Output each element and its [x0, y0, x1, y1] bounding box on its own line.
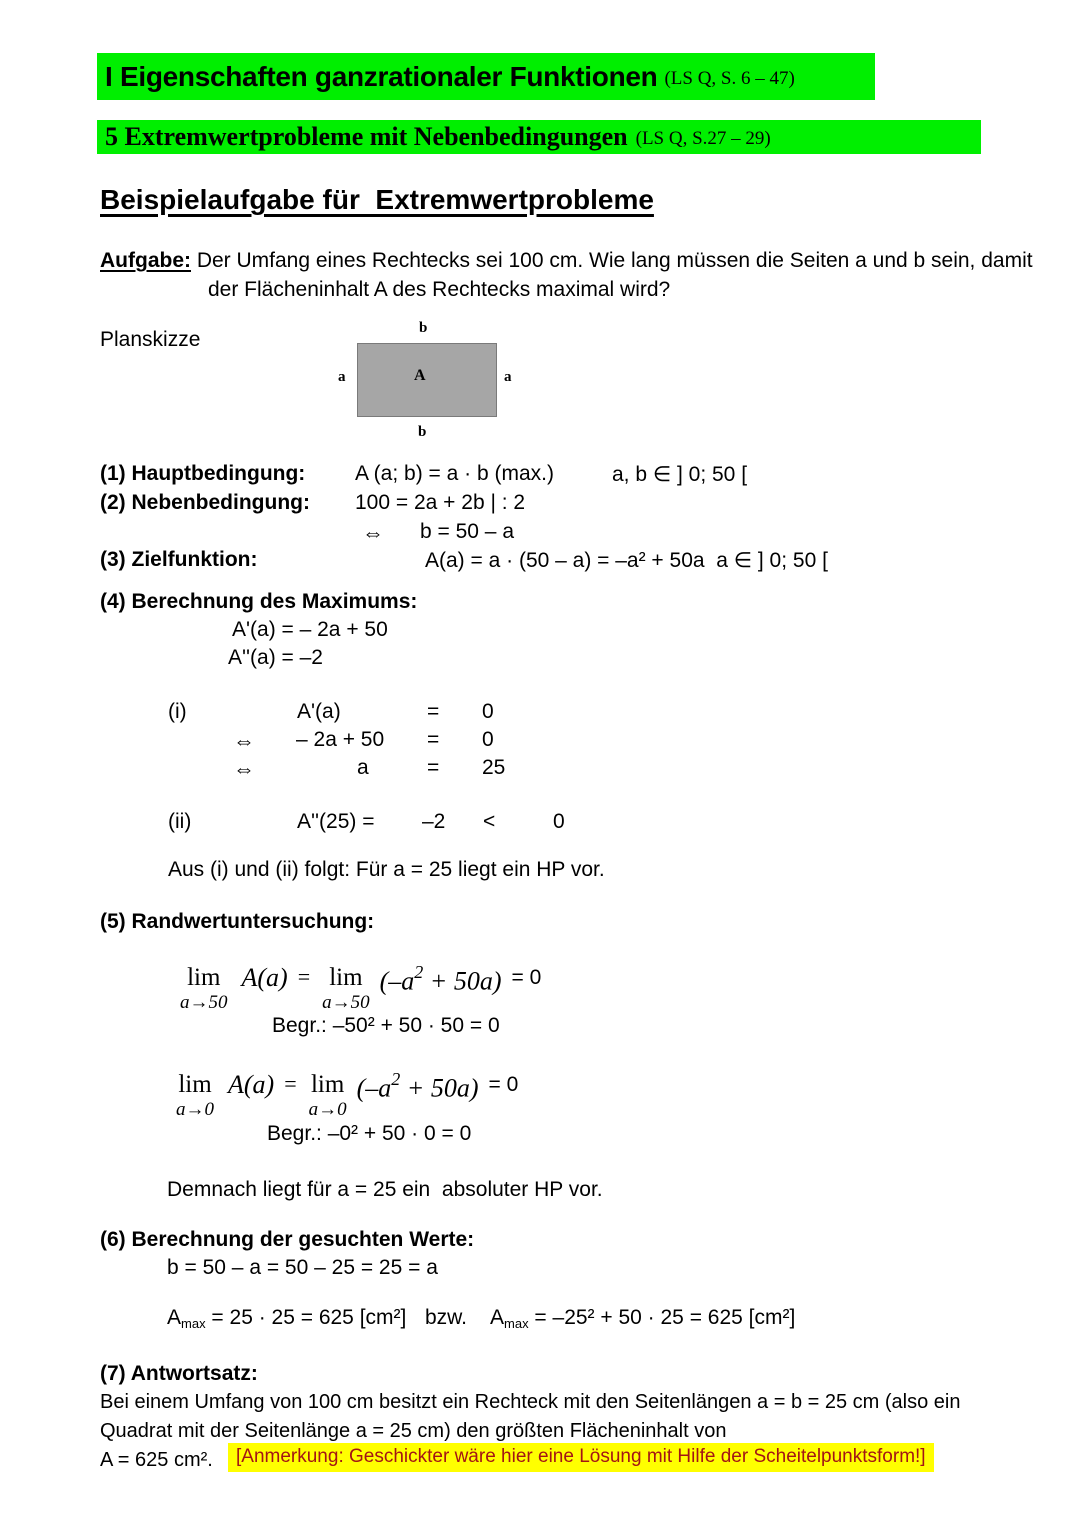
equivalence-arrow-icon: ⇔ — [233, 756, 255, 781]
section4-label: (4) Berechnung des Maximums: — [100, 590, 418, 613]
case-ii-label: (ii) — [168, 810, 192, 833]
sketch-side-a-left: a — [338, 369, 346, 385]
side-b-result: b = 50 – a = 50 – 25 = 25 = a — [167, 1256, 438, 1279]
example-heading: Beispielaufgabe für Extremwertprobleme — [100, 184, 654, 215]
chapter-title-highlight — [97, 120, 981, 154]
limit-operator: lim a→50 — [322, 964, 370, 1013]
second-derivative: A''(a) = –2 — [228, 646, 323, 669]
equivalence-arrow-icon: ⇔ — [233, 728, 255, 753]
course-title-highlight — [97, 53, 875, 100]
case-ii-lhs: A''(25) = — [297, 810, 375, 833]
eq-row-rhs: 25 — [482, 756, 506, 779]
main-condition-formula: A (a; b) = a · b (max.) — [355, 462, 554, 485]
eq-row-lhs: A'(a) — [297, 700, 341, 723]
section5-conclusion: Demnach liegt für a = 25 ein absoluter HP vor. — [167, 1178, 603, 1201]
case-i-label: (i) — [168, 700, 187, 723]
side-condition-label: (2) Nebenbedingung: — [100, 491, 310, 514]
eq-row-rel: = — [427, 756, 440, 779]
sketch-area-A: A — [414, 367, 426, 384]
max-subscript: max — [181, 1316, 206, 1331]
section5-label: (5) Randwertuntersuchung: — [100, 910, 375, 933]
max-subscript: max — [504, 1316, 529, 1331]
sketch-side-b-top: b — [419, 320, 428, 336]
limit-function: A(a) — [228, 1070, 275, 1099]
case-ii-relation: < — [483, 810, 496, 833]
limit-term: $(-a^2 + 50a)$ — [356, 1069, 479, 1103]
target-function-formula: A(a) = a · (50 – a) = –a² + 50a a ∈ ] 0; 50 [ — [425, 549, 828, 572]
section4-conclusion: Aus (i) und (ii) folgt: Für a = 25 liegt ein HP vor. — [168, 858, 605, 881]
equivalence-arrow-icon: ⇔ — [362, 520, 384, 545]
limit-operator: lim a→0 — [176, 1071, 214, 1120]
eq-row-lhs: a — [357, 756, 369, 779]
answer-line-3: A = 625 cm². — [100, 1449, 213, 1471]
target-function-label: (3) Zielfunktion: — [100, 548, 258, 571]
task-label: Aufgabe: — [100, 249, 191, 272]
limit-expression-a0 — [176, 1069, 519, 1120]
limit-result: = 0 — [488, 1073, 519, 1096]
main-condition-label: (1) Hauptbedingung: — [100, 462, 306, 485]
limit-expression-a50 — [180, 962, 542, 1013]
case-ii-value: –2 — [422, 810, 446, 833]
eq-row-rhs: 0 — [482, 728, 494, 751]
chapter-title: 5 Extremwertprobleme mit Nebenbedingungen — [105, 122, 628, 151]
equals-sign: = — [284, 1071, 297, 1096]
sketch-side-b-bottom: b — [418, 424, 427, 440]
limit-result: = 0 — [511, 966, 542, 989]
task-line-1 — [100, 249, 1033, 273]
bzw-text: bzw. — [425, 1306, 468, 1329]
limit-reason-1: Begr.: –50² + 50 · 50 = 0 — [272, 1014, 500, 1037]
task-line-2: der Flächeninhalt A des Rechtecks maximal wird? — [208, 278, 671, 301]
limit-operator: lim a→0 — [308, 1071, 347, 1120]
equals-sign: = — [297, 964, 311, 989]
area-max-1: Amax = 25 · 25 = 625 [cm²] — [167, 1306, 407, 1331]
section7-label: (7) Antwortsatz: — [100, 1362, 258, 1385]
limit-operator: lim a→50 — [180, 964, 228, 1013]
section6-label: (6) Berechnung der gesuchten Werte: — [100, 1228, 475, 1251]
chapter-title-reference: (LS Q, S.27 – 29) — [635, 128, 771, 149]
course-title: I Eigenschaften ganzrationaler Funktionen — [105, 60, 658, 92]
limit-function: A(a) — [241, 963, 288, 992]
case-ii-rhs: 0 — [553, 810, 565, 833]
area-max-2: Amax = –25² + 50 · 25 = 625 [cm²] — [490, 1306, 796, 1331]
annotation-highlight: [Anmerkung: Geschickter wäre hier eine Lösung mit Hilfe der Scheitelpunktsform!] — [228, 1443, 934, 1472]
sketch-label: Planskizze — [100, 328, 201, 351]
answer-line-2: Quadrat mit der Seitenlänge a = 25 cm) den größten Flächeninhalt von — [100, 1420, 727, 1442]
limit-reason-2: Begr.: –0² + 50 · 0 = 0 — [267, 1122, 472, 1145]
sketch-side-a-right: a — [504, 369, 512, 385]
side-condition-formula: 100 = 2a + 2b | : 2 — [355, 491, 526, 514]
side-condition-result: b = 50 – a — [420, 520, 514, 543]
limit-term: $(-a^2 + 50a)$ — [379, 962, 502, 996]
course-title-reference: (LS Q, S. 6 – 47) — [664, 67, 795, 89]
eq-row-rel: = — [427, 728, 440, 751]
rectangle-sketch — [357, 343, 497, 417]
task-text-1: Der Umfang eines Rechtecks sei 100 cm. Wie lang müssen die Seiten a und b sein, damit — [191, 249, 1033, 272]
eq-row-lhs: – 2a + 50 — [296, 728, 385, 751]
answer-line-1: Bei einem Umfang von 100 cm besitzt ein Rechteck mit den Seitenlängen a = b = 25 cm (also ein — [100, 1391, 961, 1413]
first-derivative: A'(a) = – 2a + 50 — [232, 618, 388, 641]
main-condition-domain: a, b ∈ ] 0; 50 [ — [612, 463, 748, 486]
eq-row-rhs: 0 — [482, 700, 494, 723]
eq-row-rel: = — [427, 700, 440, 723]
